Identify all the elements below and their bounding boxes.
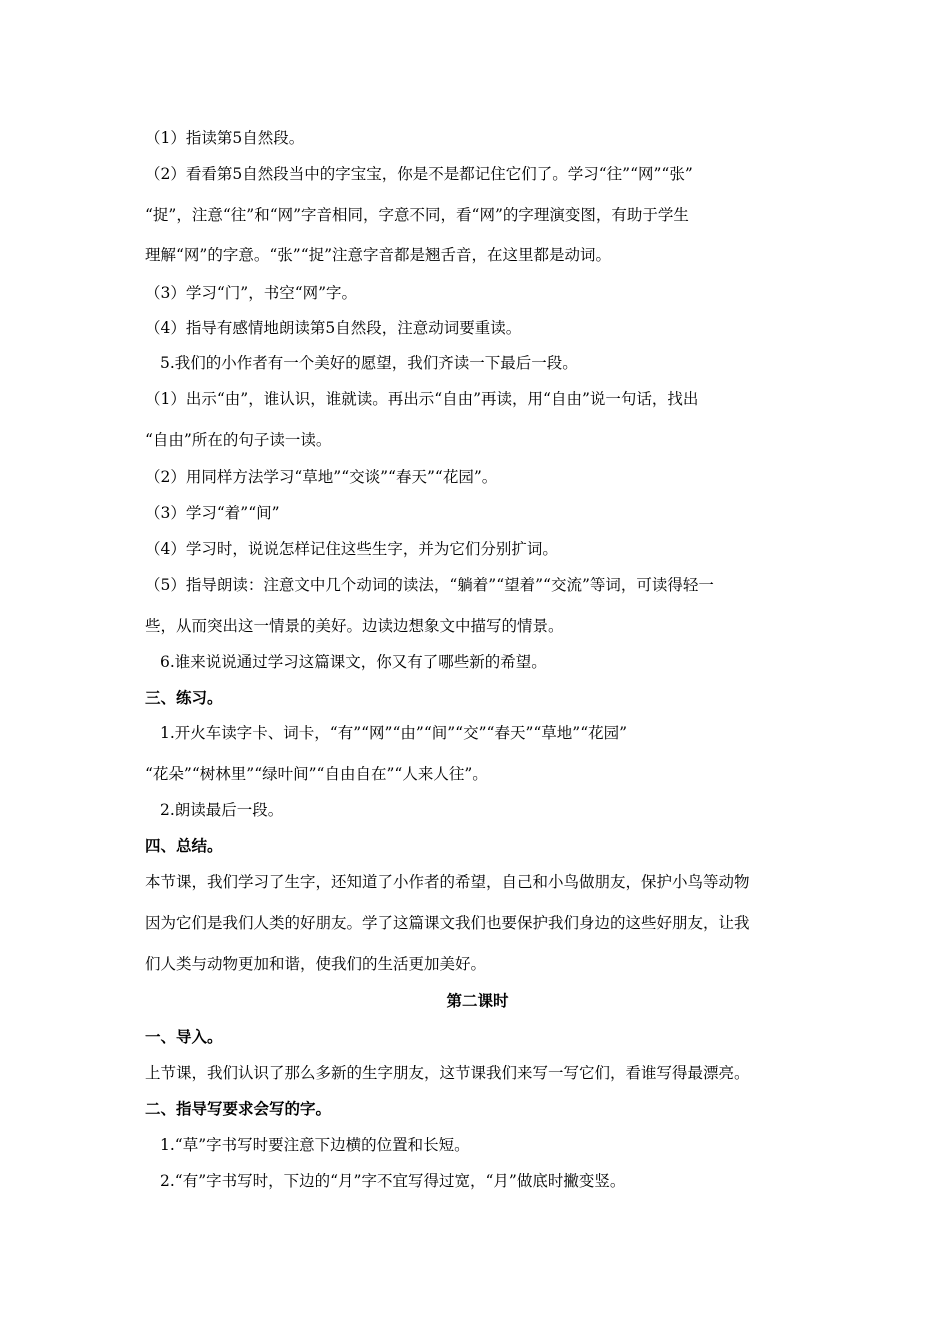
text-line: “捉”，注意“往”和“网”字音相同，字意不同，看“网”的字理演变图，有助于学生: [145, 206, 689, 224]
text-line: （5）指导朗读：注意文中几个动词的读法，“躺着”“望着”“交流”等词，可读得轻一: [145, 576, 714, 594]
section-heading: 一、导入。: [145, 1028, 223, 1046]
text-line: 们人类与动物更加和谐，使我们的生活更加美好。: [145, 955, 487, 973]
text-line: 1.“草”字书写时要注意下边横的位置和长短。: [160, 1136, 470, 1154]
text-line: 些，从而突出这一情景的美好。边读边想象文中描写的情景。: [145, 617, 564, 635]
text-line: 理解“网”的字意。“张”“捉”注意字音都是翘舌音，在这里都是动词。: [145, 246, 612, 264]
text-line: （3）学习“着”“间”: [145, 504, 280, 522]
text-line: 因为它们是我们人类的好朋友。学了这篇课文我们也要保护我们身边的这些好朋友，让我: [145, 914, 750, 932]
text-line: （4）学习时，说说怎样记住这些生字，并为它们分别扩词。: [145, 540, 558, 558]
text-line: （3）学习“门”，书空“网”字。: [145, 284, 358, 302]
lesson-title: 第二课时: [446, 992, 509, 1010]
section-heading: 四、总结。: [145, 837, 223, 855]
text-line: 本节课，我们学习了生字，还知道了小作者的希望，自己和小鸟做朋友，保护小鸟等动物: [145, 873, 750, 891]
section-heading: 三、练习。: [145, 689, 223, 707]
text-line: 5.我们的小作者有一个美好的愿望，我们齐读一下最后一段。: [160, 354, 578, 372]
text-line: （1）指读第5自然段。: [145, 129, 305, 147]
text-line: （1）出示“由”，谁认识，谁就读。再出示“自由”再读，用“自由”说一句话，找出: [145, 390, 699, 408]
text-line: 2.朗读最后一段。: [160, 801, 284, 819]
text-line: （2）看看第5自然段当中的字宝宝，你是不是都记住它们了。学习“往”“网”“张”: [145, 165, 693, 183]
text-line: 上节课，我们认识了那么多新的生字朋友，这节课我们来写一写它们，看谁写得最漂亮。: [145, 1064, 750, 1082]
section-heading: 二、指导写要求会写的字。: [145, 1100, 332, 1118]
text-line: “花朵”“树林里”“绿叶间”“自由自在”“人来人往”。: [145, 765, 488, 783]
text-line: 2.“有”字书写时，下边的“月”字不宜写得过宽，“月”做底时撇变竖。: [160, 1172, 626, 1190]
text-line: 6.谁来说说通过学习这篇课文，你又有了哪些新的希望。: [160, 653, 547, 671]
text-line: （2）用同样方法学习“草地”“交谈”“春天”“花园”。: [145, 468, 498, 486]
text-line: （4）指导有感情地朗读第5自然段，注意动词要重读。: [145, 319, 522, 337]
text-line: 1.开火车读字卡、词卡，“有”“网”“由”“间”“交”“春天”“草地”“花园”: [160, 724, 628, 742]
text-line: “自由”所在的句子读一读。: [145, 431, 332, 449]
